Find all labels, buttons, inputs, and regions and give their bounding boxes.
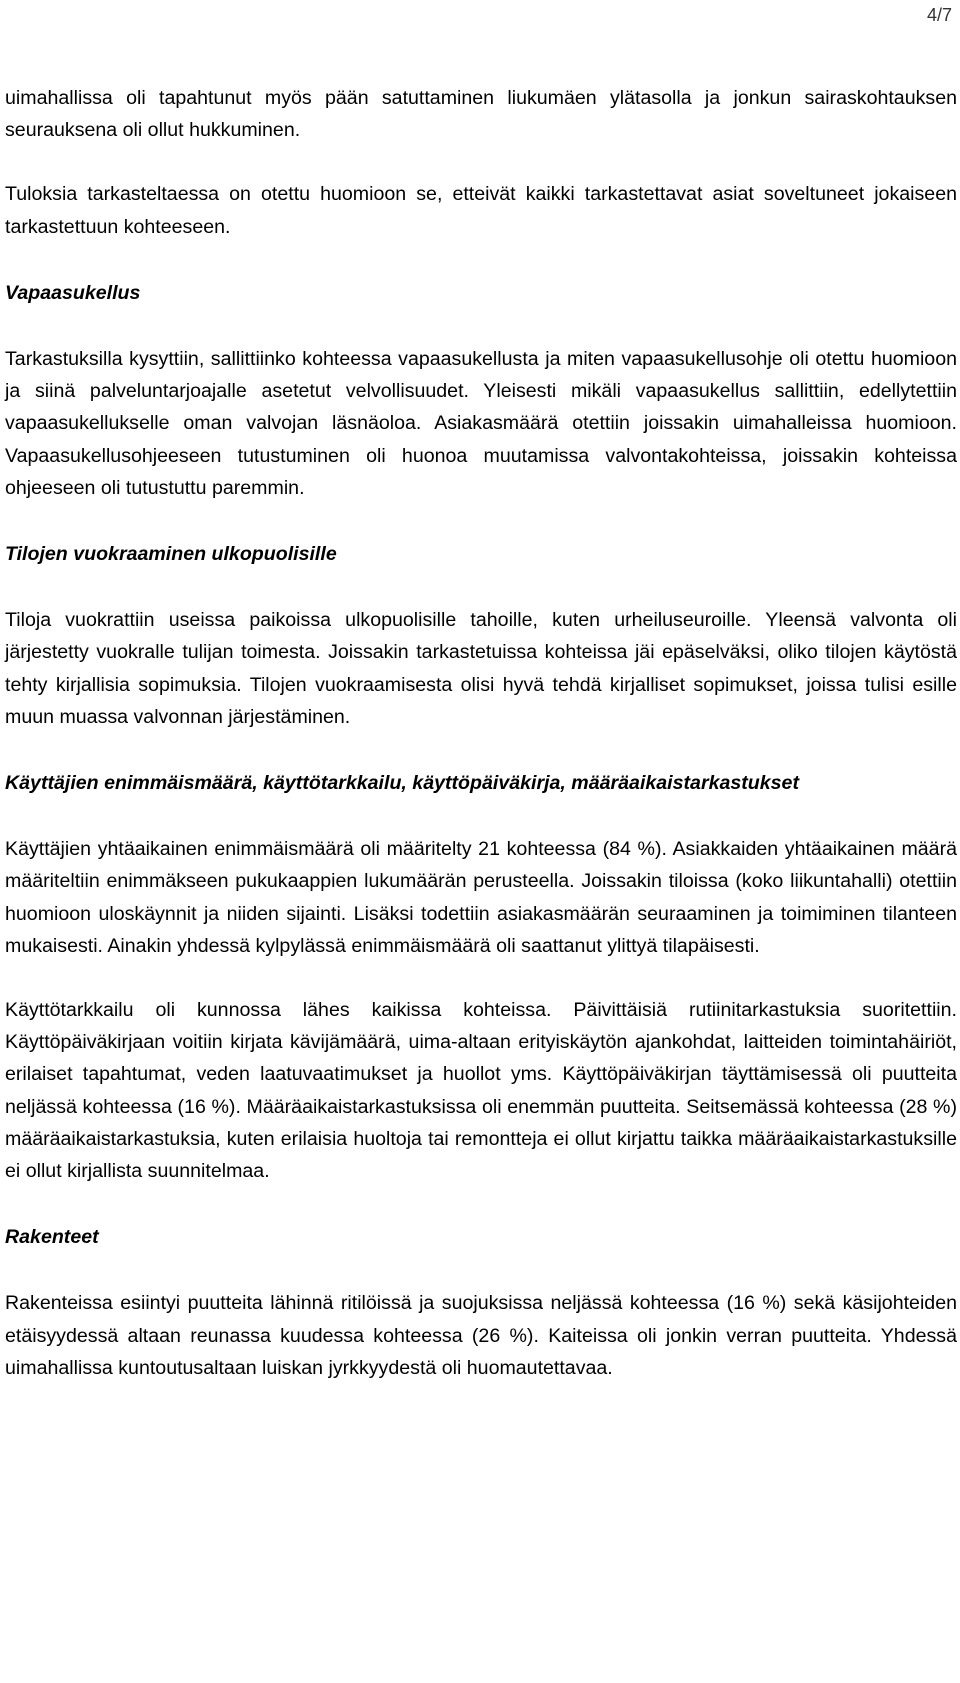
section-heading-kayttajien-enimmaismaara: Käyttäjien enimmäismäärä, käyttötarkkailu, käyttöpäiväkirja, määräaikaistarkastukset [5, 772, 799, 795]
section-body-kayttajien-enimmaismaara-2: Käyttötarkkailu oli kunnossa lähes kaikissa kohteissa. Päivittäisiä rutiinitarkastuksia suoritettiin. Käyttöpäiväkirjaan voitiin kirjata kävijämäärä, uima-altaan erityiskäytön ajankohdat, laitteiden toimintahäiriöt, erilaiset tapahtumat, veden laatuvaatimukset ja huollot yms. Käyttöpäiväkirjan täyttämisessä oli puutteita neljässä kohteessa (16 %). Määräaikaistarkastuksissa oli enemmän puutteita. Seitsemässä kohteessa (28 %) määräaikaistarkastuksia, kuten erilaisia huoltoja tai remontteja ei ollut kirjattu taikka määräaikaistarkastuksille ei ollut kirjallista suunnitelmaa. [5, 999, 957, 1183]
section-body-rakenteet: Rakenteissa esiintyi puutteita lähinnä ritilöissä ja suojuksissa neljässä kohteessa (16 %) sekä käsijohteiden etäisyydessä altaan reunassa kuudessa kohteessa (26 %). Kaiteissa oli jonkin verran puutteita. Yhdessä uimahallissa kuntoutusaltaan luiskan jyrkkyydestä oli huomautettavaa. [5, 1292, 957, 1379]
page-number: 4/7 [926, 5, 952, 25]
page-content [5, 82, 957, 1384]
section-body-tilojen-vuokraaminen: Tiloja vuokrattiin useissa paikoissa ulkopuolisille tahoille, kuten urheiluseuroille. Yleensä valvonta oli järjestetty vuokralle tulijan toimesta. Joissakin tarkastetuissa kohteissa jäi epäselväksi, oliko tilojen käytöstä tehty kirjallisia sopimuksia. Tilojen vuokraamisesta olisi hyvä tehdä kirjalliset sopimukset, joissa tulisi esille muun muassa valvonnan järjestäminen. [5, 609, 957, 728]
section-heading-rakenteet: Rakenteet [5, 1226, 99, 1249]
section-body-vapaasukellus: Tarkastuksilla kysyttiin, sallittiinko kohteessa vapaasukellusta ja miten vapaasukellusohje oli otettu huomioon ja siinä palveluntarjoajalle asetetut velvollisuudet. Yleisesti mikäli vapaasukellus sallittiin, edellytettiin vapaasukellukselle oman valvojan läsnäoloa. Asiakasmäärä otettiin joissakin uimahalleissa huomioon. Vapaasukellusohjeeseen tutustuminen oli huonoa muutamissa valvontakohteissa, joissakin kohteissa ohjeeseen oli tutustuttu paremmin. [5, 348, 957, 499]
intro-paragraph-1: uimahallissa oli tapahtunut myös pään satuttaminen liukumäen ylätasolla ja jonkun sairaskohtauksen seurauksena oli ollut hukkuminen. [5, 87, 957, 142]
section-heading-vapaasukellus: Vapaasukellus [5, 281, 141, 304]
section-heading-tilojen-vuokraaminen: Tilojen vuokraaminen ulkopuolisille [5, 543, 337, 566]
intro-paragraph-2: Tuloksia tarkasteltaessa on otettu huomioon se, etteivät kaikki tarkastettavat asiat soveltuneet jokaiseen tarkastettuun kohteeseen. [5, 183, 957, 238]
section-body-kayttajien-enimmaismaara-1: Käyttäjien yhtäaikainen enimmäismäärä oli määritelty 21 kohteessa (84 %). Asiakkaiden yhtäaikainen määrä määriteltiin enimmäkseen pukukaappien lukumäärän perusteella. Joissakin tiloissa (koko liikuntahalli) otettiin huomioon uloskäynnit ja niiden sijainti. Lisäksi todettiin asiakasmäärän seuraaminen ja toimiminen tilanteen mukaisesti. Ainakin yhdessä kylpylässä enimmäismäärä oli saattanut ylittyä tilapäisesti. [5, 838, 957, 957]
